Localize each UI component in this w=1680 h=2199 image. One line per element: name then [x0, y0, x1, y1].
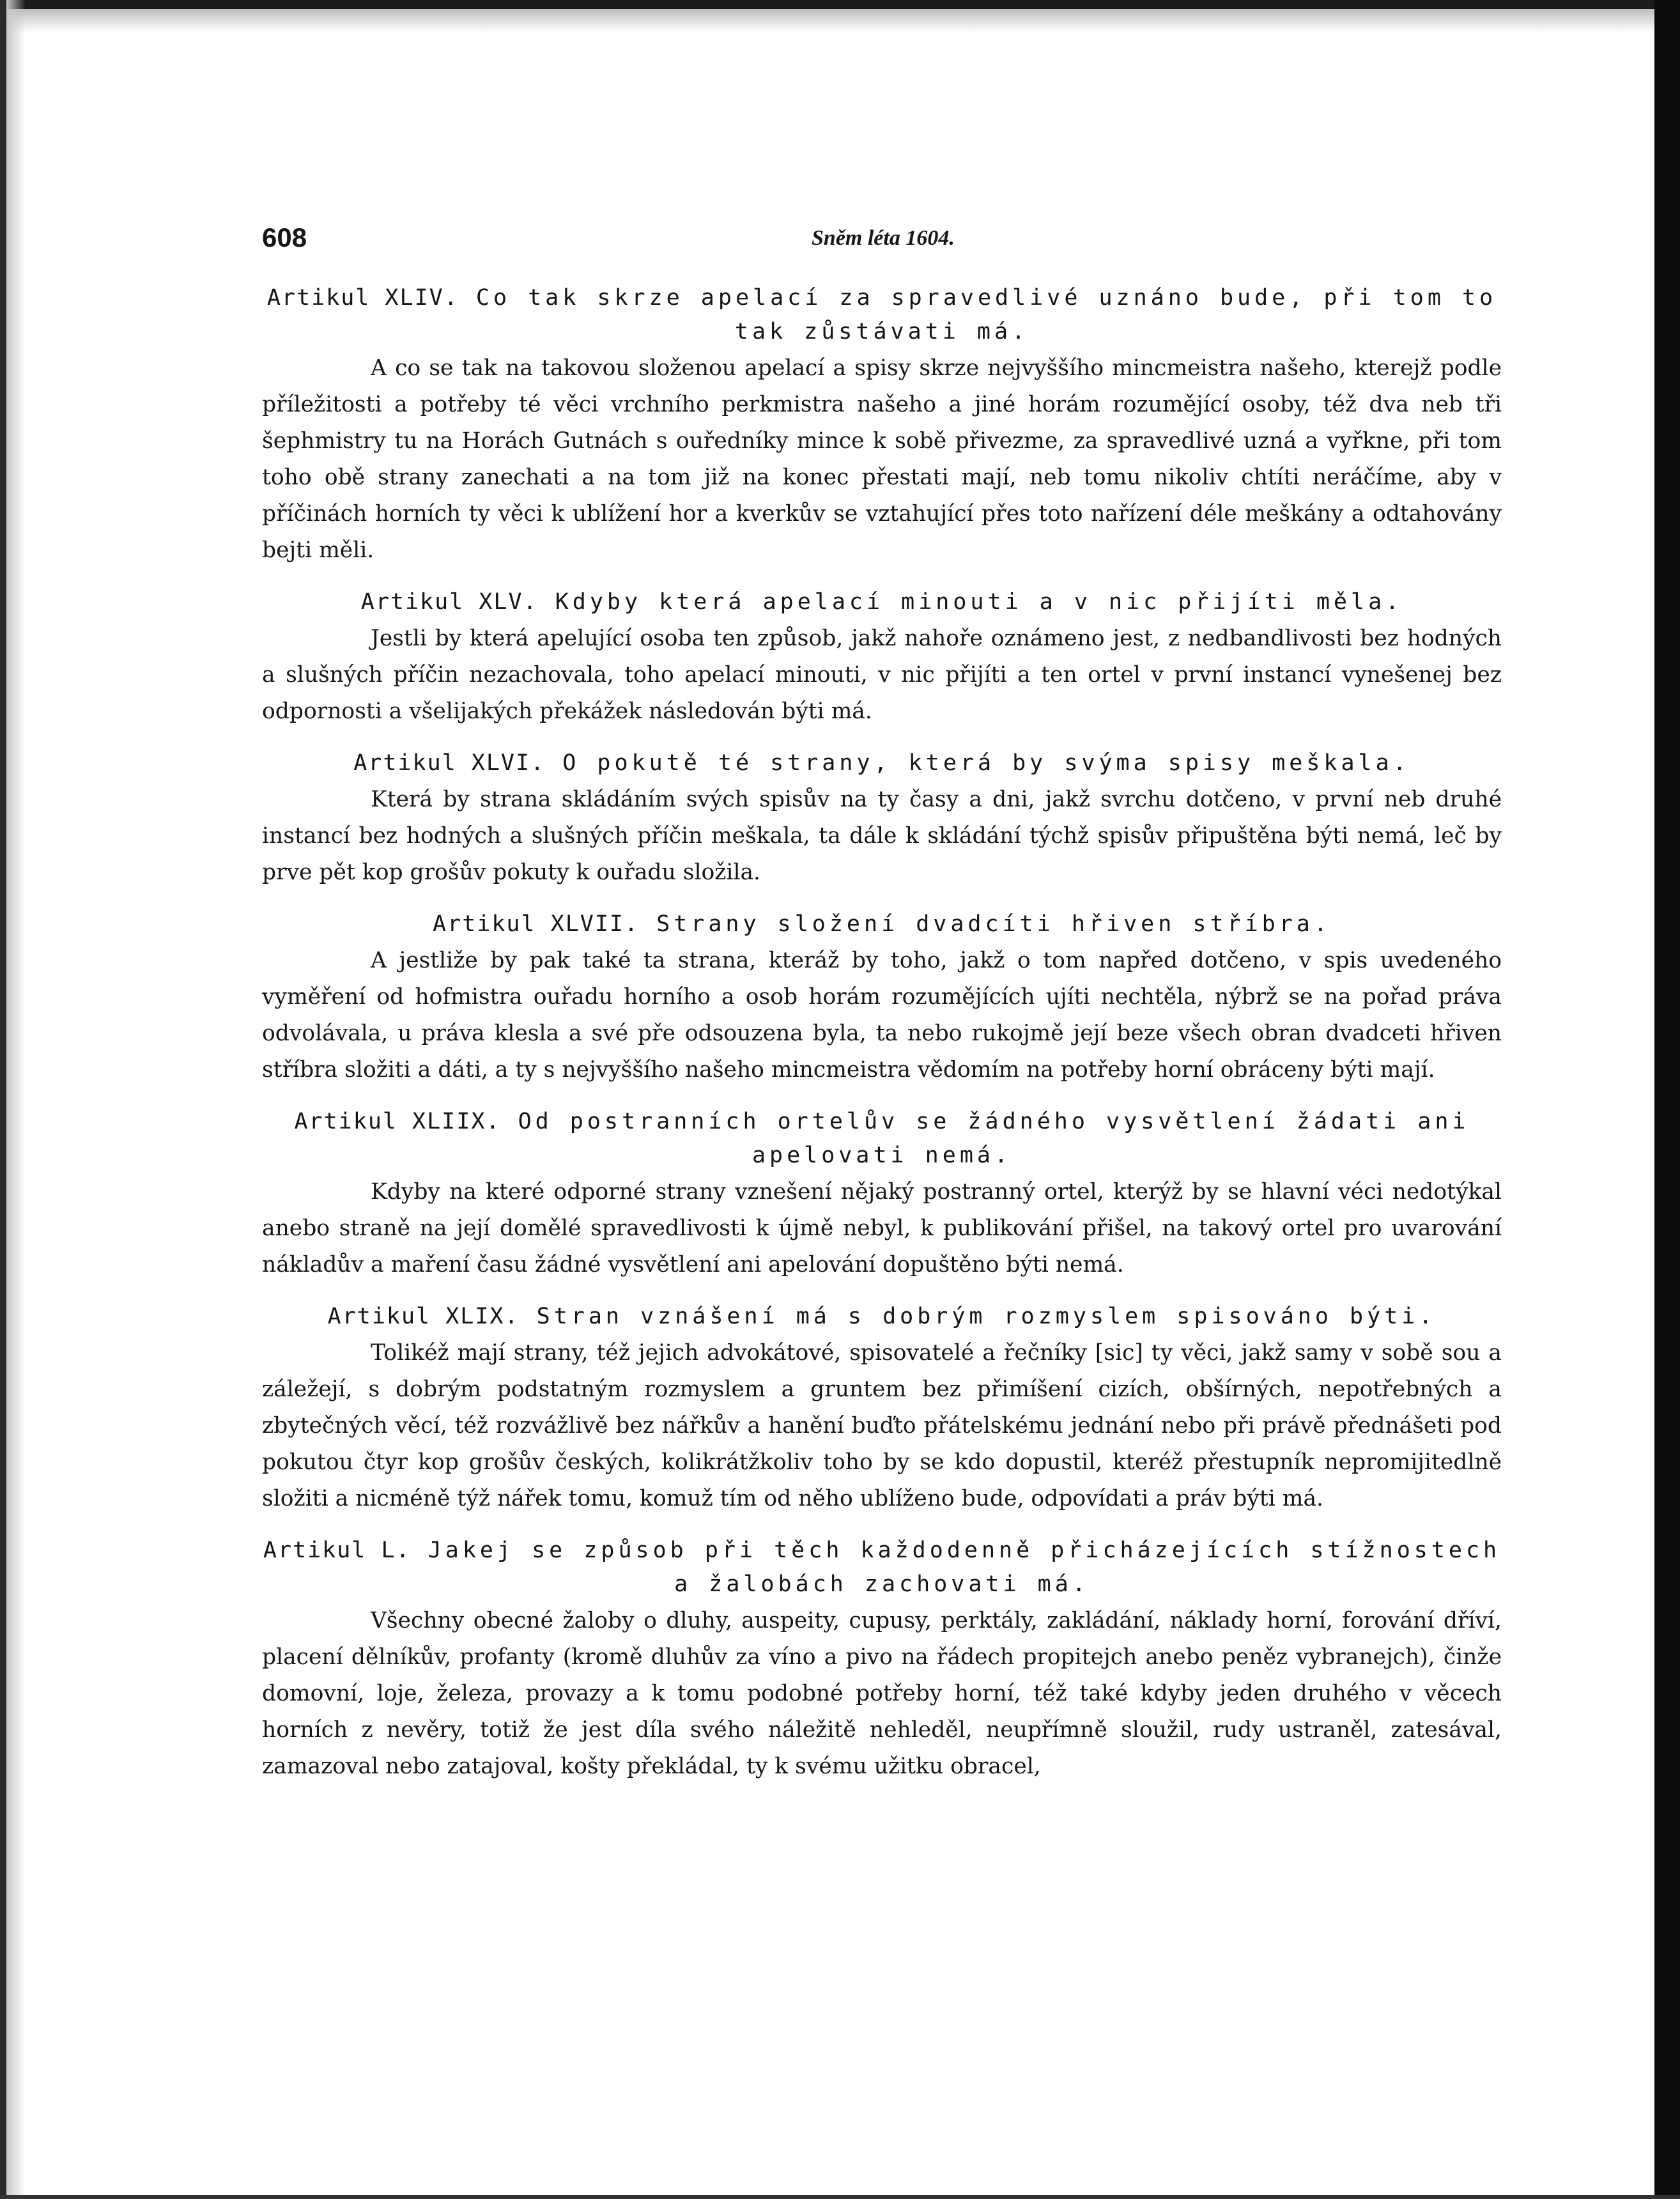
- article-number: Artikul XLV.: [360, 589, 538, 615]
- article-heading: [262, 281, 1502, 349]
- article-xlvi: [262, 746, 1502, 891]
- article-l: [262, 1534, 1502, 1785]
- scan-edge-top: [0, 0, 1680, 9]
- article-number: Artikul XLIIX.: [294, 1109, 501, 1134]
- page-header: [262, 222, 1495, 261]
- article-title: Stran vznášení má s dobrým rozmyslem spisováno býti.: [536, 1304, 1437, 1329]
- article-title: Co tak skrze apelací za spravedlivé uznáno bude, při tom to tak zůstávati má.: [475, 285, 1497, 344]
- article-title: Jakej se způsob při těch každodenně přicházejících stížnostech a žalobách zachovati má.: [428, 1538, 1501, 1597]
- article-heading: [262, 1300, 1502, 1334]
- article-heading: [262, 1105, 1502, 1173]
- article-body: Jestli by která apelující osoba ten způsob, jakž nahoře oznámeno jest, z nedbandlivosti bez hodných a slušných příčin nezachovala, toho apelací minouti, v nic přijíti a ten ortel v první instancí vynešenej bez odpornosti a všelijakých překážek následován býti má.: [262, 626, 1502, 724]
- article-body: Všechny obecné žaloby o dluhy, auspeity, cupusy, perktály, zakládání, náklady horní, forování dříví, placení dělníkův, profanty (kromě dluhův za víno a pivo na řádech propitejch anebo peněz vybranejch), činže domovní, loje, železa, provazy a k tomu podobné potřeby horní, též také kdyby jeden druhého v věcech horních z nevěry, totiž že jest díla svého náležitě nehleděl, neupřímně sloužil, rudy ustraněl, zatesával, zamazoval nebo zatajoval, košty překládal, ty k svému užitku obracel,: [262, 1608, 1502, 1779]
- article-heading: [262, 746, 1502, 780]
- page-number: 608: [262, 222, 307, 252]
- article-number: Artikul XLVI.: [353, 750, 546, 776]
- article-title: Strany složení dvadcíti hřiven stříbra.: [656, 911, 1331, 937]
- article-number: Artikul XLVII.: [433, 911, 640, 937]
- article-title: O pokutě té strany, která by svýma spisy meškala.: [562, 750, 1410, 776]
- article-xlvii: [262, 907, 1502, 1088]
- article-heading: [262, 585, 1502, 619]
- scan-edge-shade: [6, 0, 26, 2199]
- article-body: Tolikéž mají strany, též jejich advokátové, spisovatelé a řečníky [sic] ty věci, jakž samy v sobě sou a záležejí, s dobrým podstatným rozmyslem a gruntem bez přimíšení cizích, obšírných, nepotřebných a zbytečných věcí, též rozvážlivě bez nářkův a hanění buďto přátelskému jednání nebo při právě přednášeti pod pokutou čtyr kop grošův českých, kolikrátžkoliv toho by se kdo dopustil, kteréž přestupník nepromijitedlně složiti a nicméně týž nářek tomu, komuž tím od něho ublíženo bude, odpovídati a práv býti má.: [262, 1340, 1502, 1511]
- article-xliv: [262, 281, 1502, 569]
- running-head: Sněm léta 1604.: [812, 226, 955, 250]
- article-title: Od postranních ortelův se žádného vysvětlení žádati ani apelovati nemá.: [518, 1109, 1470, 1168]
- scan-edge-shade: [0, 9, 1654, 32]
- scan-edge-left: [0, 0, 6, 2199]
- article-title: Kdyby která apelací minouti a v nic přijíti měla.: [555, 589, 1403, 615]
- article-xlix: [262, 1300, 1502, 1517]
- article-body: A co se tak na takovou složenou apelací a spisy skrze nejvyššího mincmeistra našeho, kterejž podle příležitosti a potřeby té věci vrchního perkmistra našeho a jiné horám rozumějící osoby, též dva neb tři šephmistry tu na Horách Gutnách s ouředníky mince k sobě přivezme, za spravedlivé uzná a vyřkne, při tom toho obě strany zanechati a na tom již na konec přestati mají, neb tomu nikoliv chtíti neráčíme, aby v příčinách horních ty věci k ublížení hor a kverkův se vztahující přes toto nařízení déle meškány a odtahovány bejti měli.: [262, 355, 1502, 563]
- article-xliix: [262, 1105, 1502, 1283]
- article-heading: [262, 1534, 1502, 1601]
- article-body: Která by strana skládáním svých spisův na ty časy a dni, jakž svrchu dotčeno, v první neb druhé instancí bez hodných a slušných příčin meškala, ta dále k skládání týchž spisův připuštěna býti nemá, leč by prve pět kop grošův pokuty k ouřadu složila.: [262, 787, 1502, 885]
- article-body: A jestliže by pak také ta strana, kteráž by toho, jakž o tom napřed dotčeno, v spis uvedeného vyměření od hofmistra ouřadu horního a osob horám rozumějících ujíti nechtěla, nýbrž se na pořad práva odvolávala, u práva klesla a své pře odsouzena byla, ta nebo rukojmě její beze všech obran dvadceti hřiven stříbra složiti a dáti, a ty s nejvyššího našeho mincmeistra vědomím na potřeby horní obráceny býti mají.: [262, 948, 1502, 1083]
- article-number: Artikul L.: [263, 1538, 411, 1563]
- article-heading: [262, 907, 1502, 941]
- article-xlv: [262, 585, 1502, 730]
- article-number: Artikul XLIX.: [327, 1304, 520, 1329]
- scan-edge-bottom: [0, 2195, 1680, 2199]
- article-body: Kdyby na které odporné strany vznešení nějaký postranný ortel, kterýž by se hlavní véci nedotýkal anebo straně na její domělé spravedlivosti k újmě nebyl, k publikování přišel, na takový ortel pro uvarování nákladův a maření času žádné vysvětlení ani apelování dopuštěno býti nemá.: [262, 1179, 1502, 1277]
- scan-edge-right: [1654, 0, 1680, 2199]
- article-number: Artikul XLIV.: [266, 285, 459, 311]
- page-content: [262, 281, 1502, 1794]
